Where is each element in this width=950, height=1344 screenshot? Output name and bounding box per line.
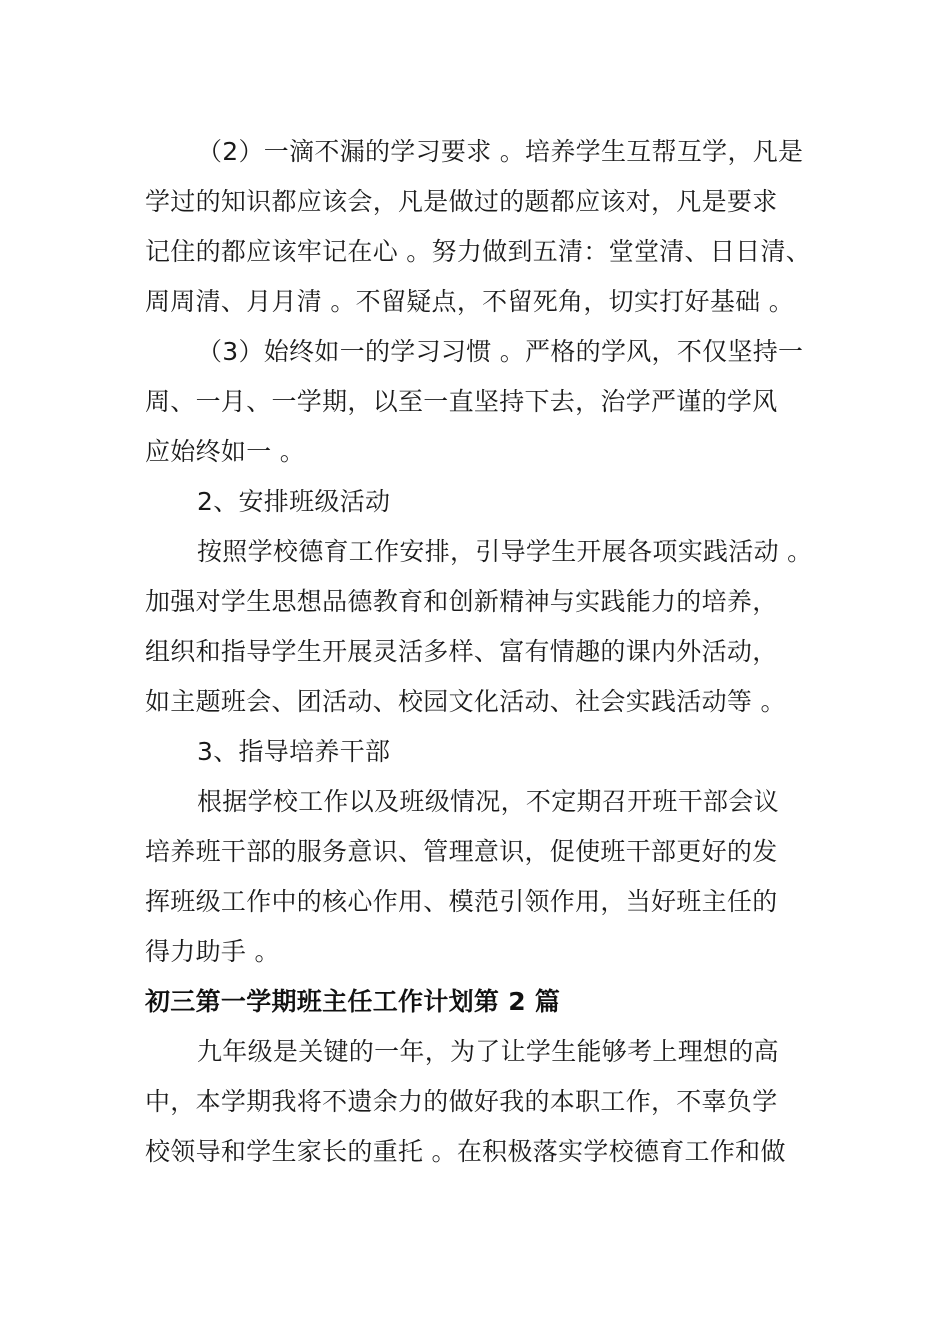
text-line: 如主题班会、团活动、校园文化活动、社会实践活动等 。	[145, 687, 786, 716]
text-line: 九年级是关键的一年，为了让学生能够考上理想的高	[197, 1037, 779, 1066]
text-line: 记住的都应该牢记在心 。努力做到五清：堂堂清、日日清、	[145, 237, 812, 266]
text-line: 加强对学生思想品德教育和创新精神与实践能力的培养，	[145, 587, 778, 616]
text-line: （3）始终如一的学习习惯 。严格的学风，不仅坚持一	[197, 337, 804, 366]
text-line: 得力助手 。	[145, 937, 280, 966]
text-line: （2）一滴不漏的学习要求 。培养学生互帮互学，凡是	[197, 137, 804, 166]
text-line: 学过的知识都应该会，凡是做过的题都应该对，凡是要求	[145, 187, 778, 216]
text-line: 中，本学期我将不遗余力的做好我的本职工作，不辜负学	[145, 1087, 778, 1116]
text-line: 根据学校工作以及班级情况，不定期召开班干部会议	[197, 787, 779, 816]
text-line: 培养班干部的服务意识、管理意识，促使班干部更好的发	[145, 837, 778, 866]
chapter-title: 初三第一学期班主任工作计划第 2 篇	[145, 987, 561, 1016]
text-line: 按照学校德育工作安排，引导学生开展各项实践活动 。	[197, 537, 813, 566]
text-line: 组织和指导学生开展灵活多样、富有情趣的课内外活动，	[145, 637, 778, 666]
text-line: 应始终如一 。	[145, 437, 306, 466]
text-line: 周、一月、一学期，以至一直坚持下去，治学严谨的学风	[145, 387, 778, 416]
text-line: 周周清、月月清 。不留疑点，不留死角，切实打好基础 。	[145, 287, 794, 316]
section-heading: 2、安排班级活动	[197, 487, 391, 516]
text-line: 挥班级工作中的核心作用、模范引领作用，当好班主任的	[145, 887, 778, 916]
section-heading: 3、指导培养干部	[197, 737, 391, 766]
text-line: 校领导和学生家长的重托 。在积极落实学校德育工作和做	[145, 1137, 786, 1166]
